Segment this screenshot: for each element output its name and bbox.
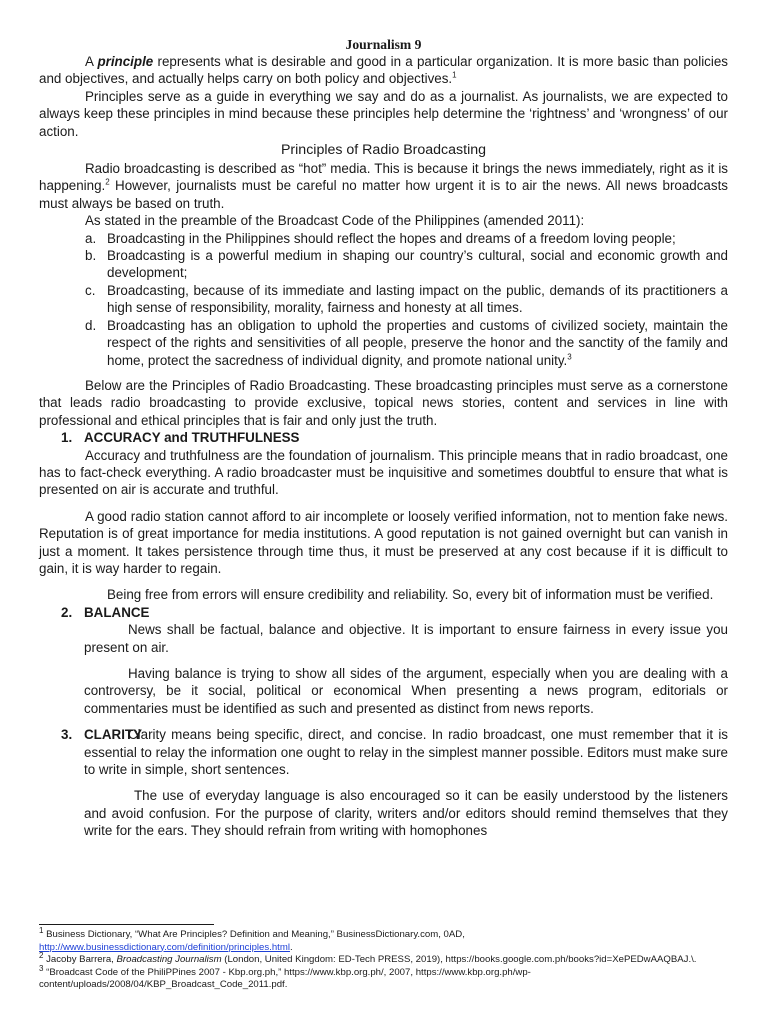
below-paragraph: Below are the Principles of Radio Broadcasting. These broadcasting principles must serve as a cornerstone that leads radio broadcasting to provide exclusive, topical news stories, content and services in line with professional and ethical principles that is fair and only just the truth.: [39, 377, 728, 428]
footnote-1: [39, 925, 729, 954]
section-heading-text: BALANCE: [84, 604, 150, 620]
footnote-3: [39, 963, 729, 992]
section-heading-accuracy: [39, 429, 728, 446]
footnote-text: Jacoby Barrera,: [43, 954, 117, 966]
footnote-number: 3: [39, 963, 44, 973]
principle-term: principle: [97, 54, 154, 69]
list-label: d.: [85, 317, 97, 333]
spacer: [39, 778, 728, 787]
balance-paragraph-2: Having balance is trying to show all sides of the argument, especially when you are dealing with a controversy, be it social, political or economical When presenting a news program, editorials or commentaries must be identified as such and presented as distinct from news reports.: [84, 665, 728, 716]
balance-paragraph-1: News shall be factual, balance and objective. It is important to ensure fairness in every issue you present on air.: [84, 622, 728, 655]
accuracy-paragraph-3: Being free from errors will ensure credibility and reliability. So, every bit of information must be verified.: [107, 587, 714, 603]
footnote-text: Business Dictionary, “What Are Principles? Definition and Meaning,” BusinessDictionary.com, 0AD,: [43, 929, 465, 940]
footnote-book-title: Broadcasting Journalism: [116, 954, 222, 966]
radio-text-a: Radio broadcasting is described as “hot” media. This is because it brings the news immediately, right as it is happening.: [39, 161, 728, 194]
footnote-divider: [39, 924, 214, 925]
footnote-link[interactable]: http://www.businessdictionary.com/definition/principles.html: [39, 941, 290, 953]
section-heading-text: CLARITY: [84, 727, 143, 743]
preamble-list: [39, 230, 728, 369]
radio-paragraph: [39, 160, 728, 212]
section-subtitle: Principles of Radio Broadcasting: [280, 142, 487, 159]
list-item: [39, 282, 728, 317]
list-text: Broadcasting in the Philippines should reflect the hopes and dreams of a freedom loving people;: [107, 230, 676, 246]
intro-text-a: A: [85, 54, 98, 69]
section-number: 1.: [61, 430, 73, 446]
footnote-text-end: (London, United Kingdom: ED-Tech PRESS, 2019), https://books.google.com.ph/books?id=XePEDwAAQBAJ.\.: [221, 954, 697, 966]
clarity-paragraph-2: The use of everyday language is also encouraged so it can be easily understood by the listeners and avoid confusion. For the purpose of clarity, writers and/or editors should remind themselves that they write for the ears. They should refrain from writing with homophones: [84, 788, 728, 839]
spacer: [39, 717, 728, 726]
document-body: [39, 36, 728, 840]
list-label: a.: [85, 230, 97, 246]
list-text: Broadcasting is a powerful medium in shaping our country’s cultural, social and economic growth and development;: [107, 248, 728, 281]
list-label: b.: [85, 248, 97, 264]
footnote-2: [39, 951, 729, 967]
intro-text-b: represents what is desirable and good in a particular organization. It is more basic than policies and objectives, and actually helps carry on both policy and objectives.: [39, 54, 728, 87]
radio-text-b: However, journalists must be careful no matter how urgent it is to air the news. All news broadcasts must always be based on truth.: [39, 178, 728, 211]
spacer: [39, 577, 728, 586]
footnote-number: 2: [39, 951, 44, 960]
footnote-number: 1: [39, 925, 44, 935]
section-heading-balance: [39, 604, 728, 621]
document-title: Journalism 9: [345, 37, 422, 52]
section-number: 2.: [61, 604, 73, 620]
list-label: c.: [85, 282, 96, 298]
section-heading-clarity: [39, 726, 728, 743]
list-text: Broadcasting, because of its immediate and lasting impact on the public, demands of its practitioners a high sense of responsibility, morality, fairness and honesty at all times.: [107, 282, 728, 316]
footnote-ref-3[interactable]: 3: [567, 352, 572, 362]
list-item: [39, 247, 728, 282]
list-text: Broadcasting has an obligation to uphold the properties and customs of civilized society, maintain the respect of the rights and sensitivities of all people, preserve the honor and the sanctity of the family and home, protect the sacredness of individual dignity, and promote national unity.: [107, 317, 728, 368]
spacer: [39, 369, 728, 377]
footnote-text: “Broadcast Code of the PhiliPPines 2007 - Kbp.org.ph,” https://www.kbp.org.ph/, 2007, https://www.kbp.org.ph/wp-content/uploads/2008/04/KBP_Broadcast_Code_2011.pdf.: [39, 966, 531, 991]
accuracy-paragraph-2: A good radio station cannot afford to air incomplete or loosely verified information, not to mention fake news. Reputation is of great importance for media institutions. A good reputation is not gained overnight but can vanish in just a moment. It takes persistence through time thus, it must be preserved at any cost because if it is difficult to gain, it is way harder to regain.: [39, 508, 728, 576]
preamble-intro: As stated in the preamble of the Broadcast Code of the Philippines (amended 2011):: [85, 213, 585, 229]
footnotes: [39, 924, 729, 992]
footnote-ref-1[interactable]: 1: [452, 70, 457, 80]
intro-paragraph-2: Principles serve as a guide in everything we say and do as a journalist. As journalists, we are expected to always keep these principles in mind because these principles help determine the ‘rightness’ and ‘wrongness’ of our action.: [39, 88, 728, 139]
footnote-ref-2[interactable]: 2: [105, 177, 110, 187]
list-item: [39, 230, 728, 247]
clarity-paragraph-1: Clarity means being specific, direct, and concise. In radio broadcast, one must remember that it is essential to relay the information one ought to relay in the simplest manner possible. Editors must make sure to write in simple, short sentences.: [84, 727, 728, 778]
section-heading-text: ACCURACY and TRUTHFULNESS: [84, 430, 300, 446]
section-number: 3.: [61, 727, 73, 743]
accuracy-paragraph-1-text: Accuracy and truthfulness are the foundation of journalism. This principle means that in radio broadcast, one has to fact-check everything. A radio broadcaster must be inquisitive and sometimes doubtful to ensure that what is presented on air is accurate and truthful.: [39, 447, 728, 498]
footnote-text-end: .: [289, 941, 293, 953]
intro-paragraph-1: [39, 53, 728, 88]
list-item: [39, 317, 728, 369]
spacer: [39, 656, 728, 665]
spacer: [39, 499, 728, 508]
